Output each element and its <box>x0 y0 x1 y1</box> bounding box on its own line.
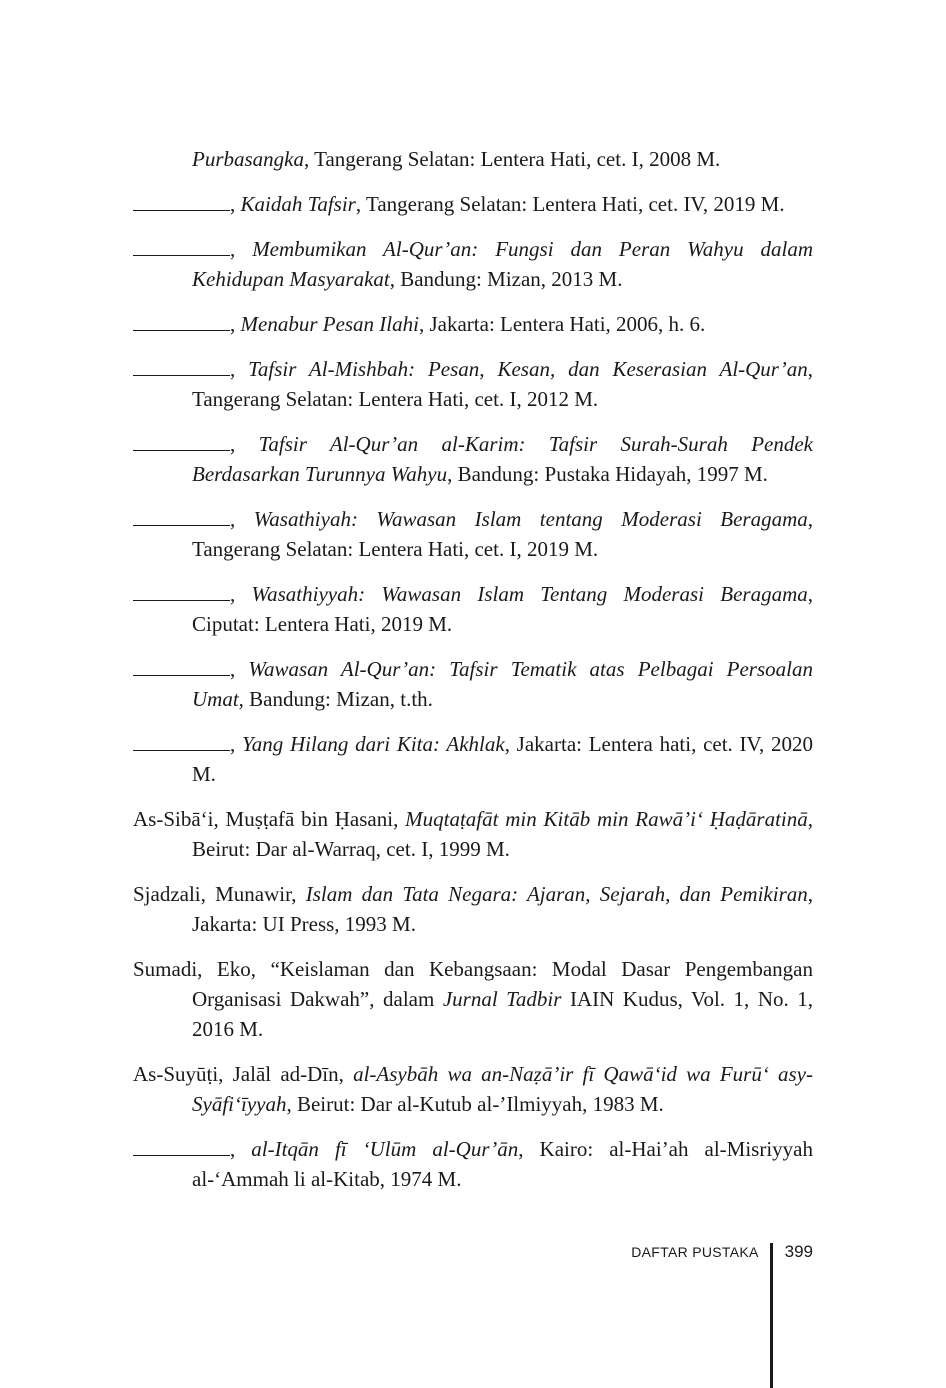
bibliography-entry: , Tafsir Al-Mishbah: Pesan, Kesan, dan Keserasian Al-Qur’an, Tangerang Selatan: Lentera Hati, cet. I, 2012 M. <box>133 354 813 414</box>
page-footer <box>631 1242 813 1262</box>
bibliography-entry: , Menabur Pesan Ilahi, Jakarta: Lentera Hati, 2006, h. 6. <box>133 309 813 339</box>
repeat-author-line <box>133 355 230 376</box>
bibliography-list <box>133 144 813 1209</box>
bibliography-entry: , Wasathiyah: Wawasan Islam tentang Moderasi Beragama, Tangerang Selatan: Lentera Hati, cet. I, 2019 M. <box>133 504 813 564</box>
bibliography-entry: Purbasangka, Tangerang Selatan: Lentera Hati, cet. I, 2008 M. <box>192 147 721 171</box>
bibliography-entry: Sjadzali, Munawir, Islam dan Tata Negara: Ajaran, Sejarah, dan Pemikiran, Jakarta: UI Press, 1993 M. <box>133 882 813 936</box>
repeat-author-line <box>133 1135 230 1156</box>
bibliography-entry: , Kaidah Tafsir, Tangerang Selatan: Lentera Hati, cet. IV, 2019 M. <box>133 189 813 219</box>
bibliography-entry: Sumadi, Eko, “Keislaman dan Kebangsaan: Modal Dasar Pengembangan Organisasi Dakwah”, dalam Jurnal Tadbir IAIN Kudus, Vol. 1, No. 1, 2016 M. <box>133 957 813 1041</box>
repeat-author-line <box>133 430 230 451</box>
repeat-author-line <box>133 505 230 526</box>
bibliography-entry: , Wasathiyyah: Wawasan Islam Tentang Moderasi Beragama, Ciputat: Lentera Hati, 2019 M. <box>133 579 813 639</box>
bibliography-entry: , Tafsir Al-Qur’an al-Karim: Tafsir Surah-Surah Pendek Berdasarkan Turunnya Wahyu, Bandung: Pustaka Hidayah, 1997 M. <box>133 429 813 489</box>
repeat-author-line <box>133 310 230 331</box>
footer-rule <box>770 1243 773 1388</box>
page-number: 399 <box>784 1242 813 1261</box>
repeat-author-line <box>133 730 230 751</box>
bibliography-entry: , Wawasan Al-Qur’an: Tafsir Tematik atas Pelbagai Persoalan Umat, Bandung: Mizan, t.th. <box>133 654 813 714</box>
repeat-author-line <box>133 190 230 211</box>
bibliography-entry: , al-Itqān fī ‘Ulūm al-Qur’ān, Kairo: al-Hai’ah al-Misriyyah al-‘Ammah li al-Kitab, 1974 M. <box>133 1134 813 1194</box>
bibliography-entry: As-Sibā‘i, Muṣṭafā bin Ḥasani, Muqtaṭafāt min Kitāb min Rawā’i‘ Ḥaḍāratinā, Beirut: Dar al-Warraq, cet. I, 1999 M. <box>133 807 813 861</box>
bibliography-entry: , Yang Hilang dari Kita: Akhlak, Jakarta: Lentera hati, cet. IV, 2020 M. <box>133 729 813 789</box>
bibliography-entry: , Membumikan Al-Qur’an: Fungsi dan Peran Wahyu dalam Kehidupan Masyarakat, Bandung: Mizan, 2013 M. <box>133 234 813 294</box>
bibliography-entry: As-Suyūṭi, Jalāl ad-Dīn, al-Asybāh wa an-Naẓā’ir fī Qawā‘id wa Furū‘ asy-Syāfi‘īyyah, Beirut: Dar al-Kutub al-’Ilmiyyah, 1983 M. <box>133 1062 813 1116</box>
repeat-author-line <box>133 235 230 256</box>
repeat-author-line <box>133 580 230 601</box>
section-title: DAFTAR PUSTAKA <box>631 1244 759 1260</box>
repeat-author-line <box>133 655 230 676</box>
